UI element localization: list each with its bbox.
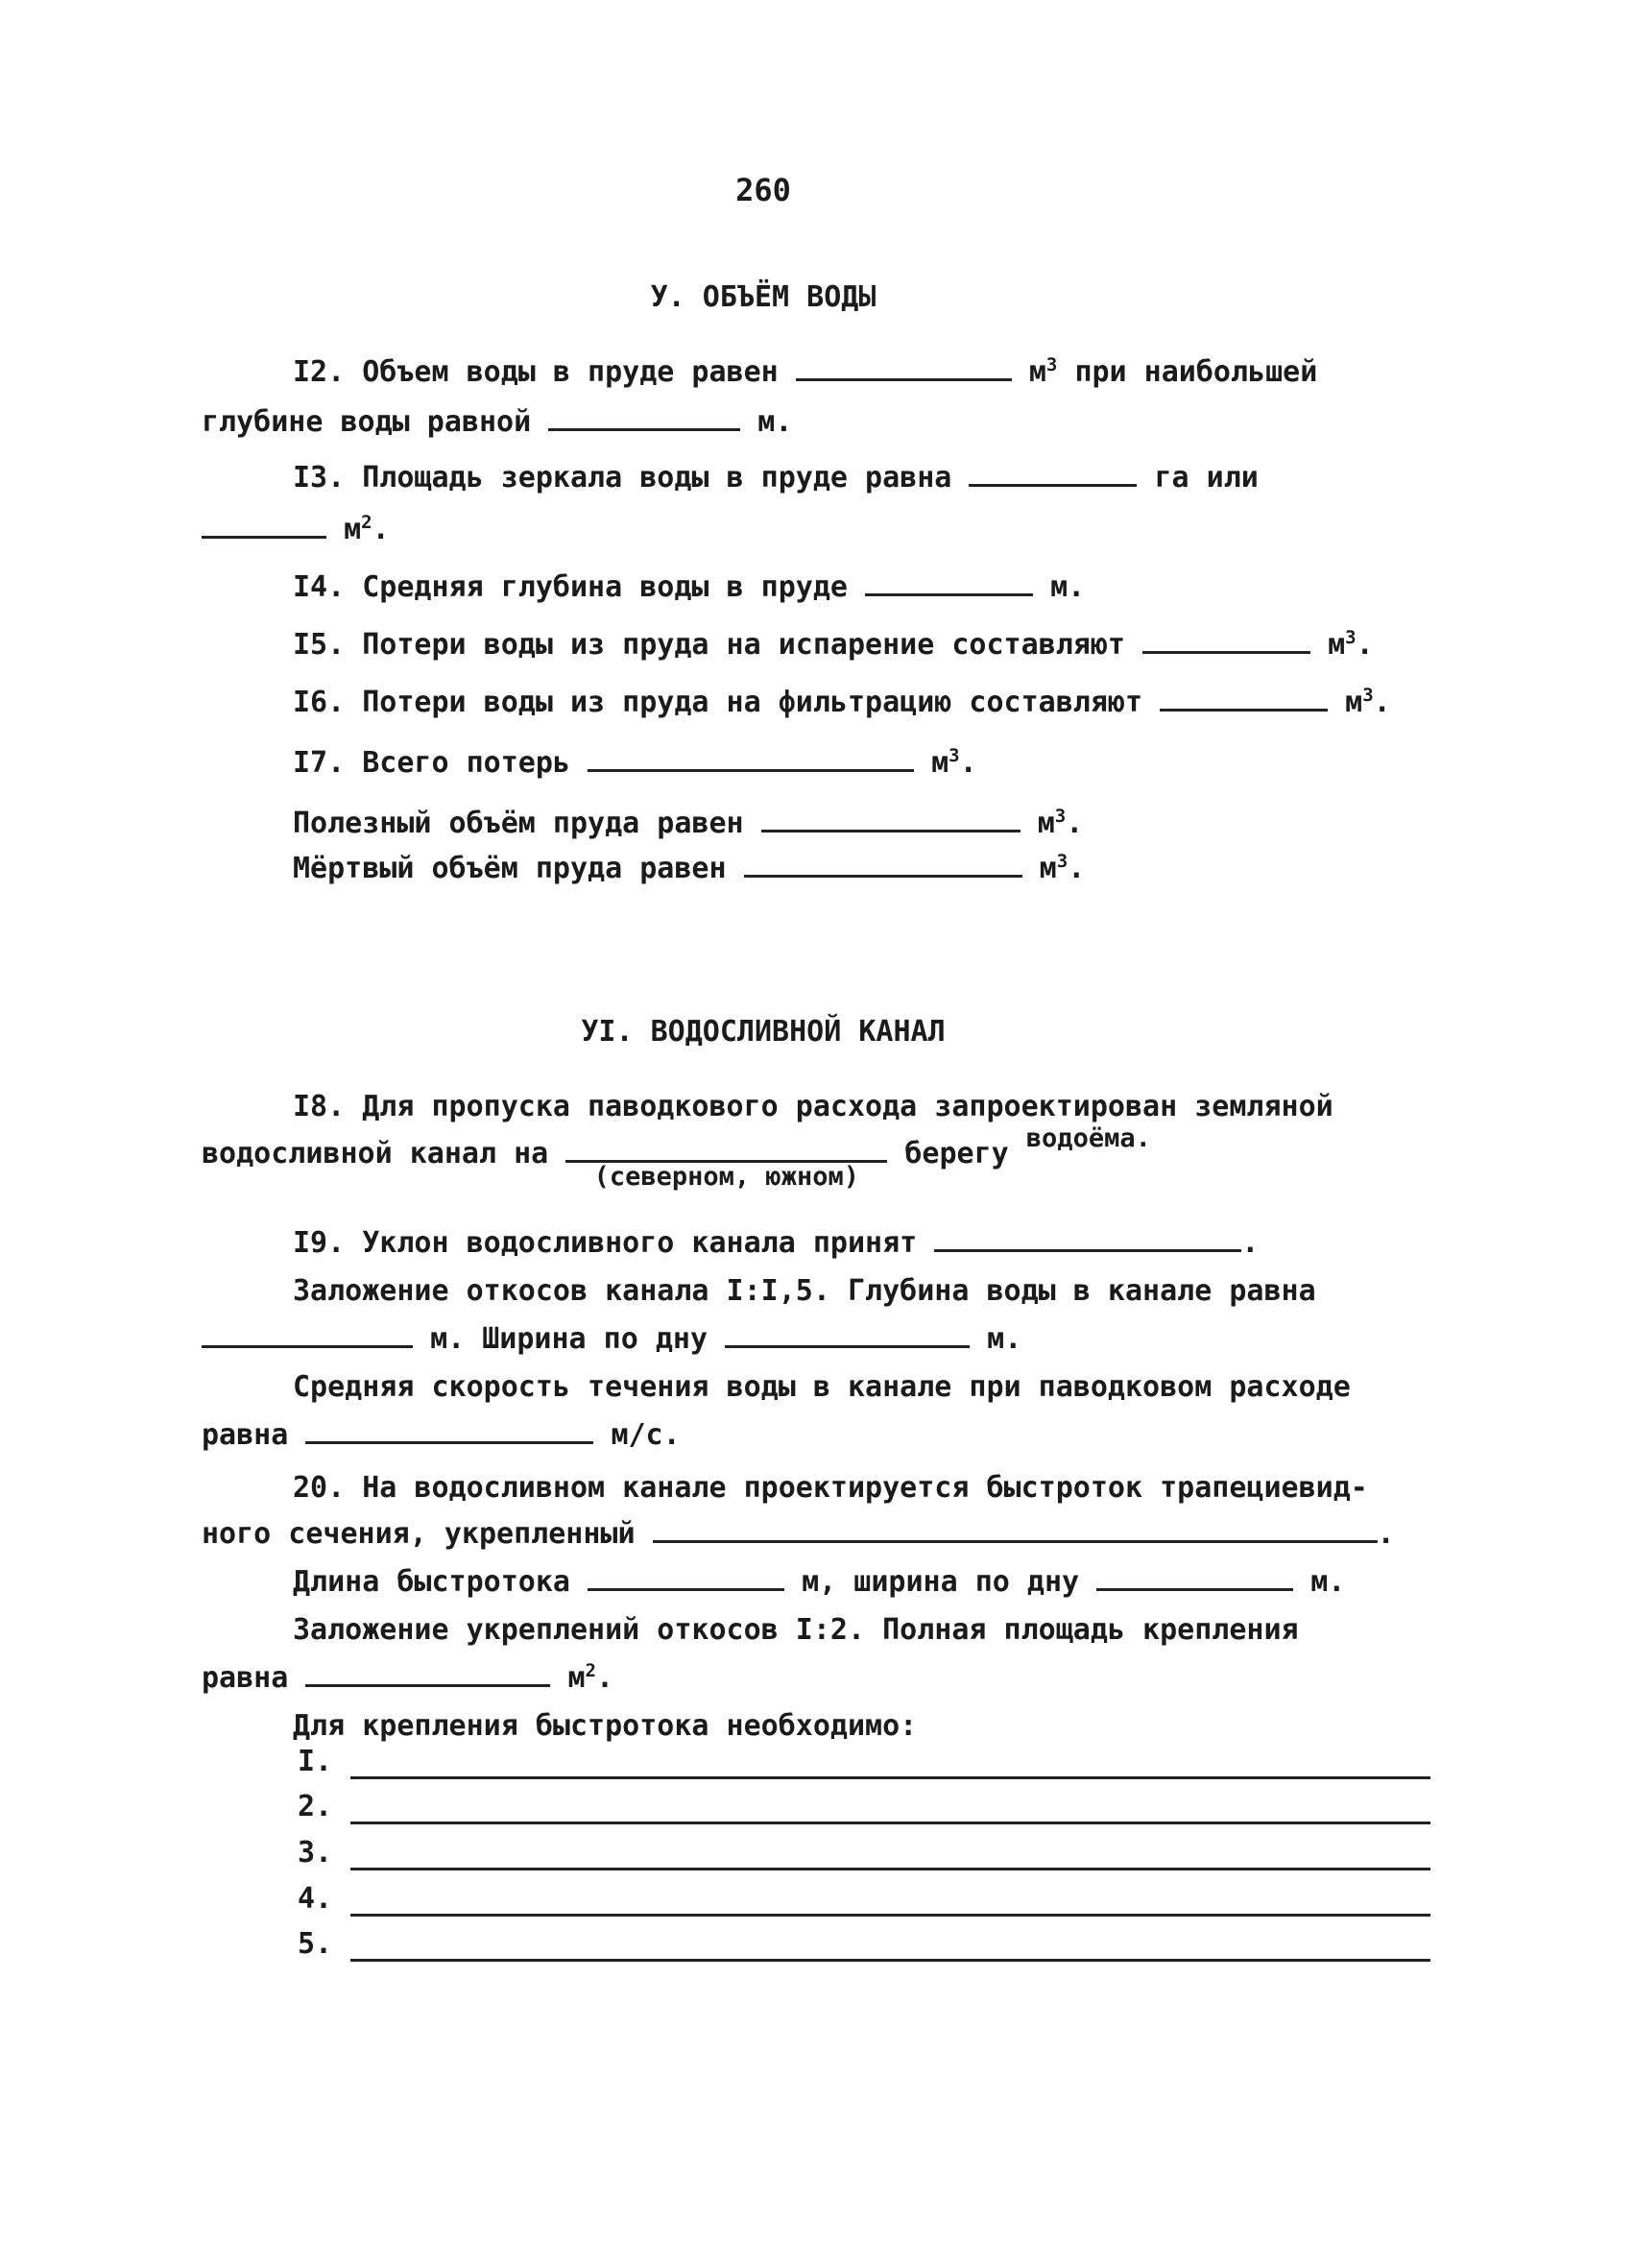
item-20-line-1: 20. На водосливном канале проектируется быстроток трапециевид- xyxy=(293,1471,1368,1505)
item-15 xyxy=(293,626,1374,664)
dot: . xyxy=(1373,686,1391,719)
canal-slope-blank[interactable] xyxy=(934,1224,1241,1252)
item-14-text: I4. Средняя глубина воды в пруде xyxy=(293,570,848,604)
superscript: 3 xyxy=(1362,685,1374,706)
useful-volume-blank[interactable] xyxy=(761,805,1021,832)
unit-text: м xyxy=(931,746,949,780)
needed-line: Для крепления быстротока необходимо: xyxy=(293,1709,918,1743)
evaporation-loss-blank[interactable] xyxy=(1142,626,1310,654)
item-12-text-c: глубине воды равной xyxy=(202,405,532,439)
filtration-loss-blank[interactable] xyxy=(1160,684,1328,712)
dot: . xyxy=(1066,807,1084,840)
fixing-area-blank[interactable] xyxy=(305,1659,550,1687)
superscript: 3 xyxy=(1056,851,1069,872)
list-item-4-label: 4. xyxy=(298,1882,333,1916)
speed-value-line xyxy=(202,1416,681,1455)
unit-text: м. xyxy=(1050,570,1086,604)
dot: . xyxy=(1068,852,1086,885)
surface-area-m2-blank[interactable] xyxy=(202,511,326,539)
list-item-4-line[interactable] xyxy=(350,1914,1430,1917)
superscript: 2 xyxy=(585,1660,596,1681)
list-item-2-line[interactable] xyxy=(350,1822,1430,1824)
superscript: 3 xyxy=(1345,627,1357,648)
useful-volume xyxy=(293,805,1083,843)
max-depth-blank[interactable] xyxy=(548,403,740,431)
total-loss-blank[interactable] xyxy=(588,744,914,772)
bank-options-caption: (северном, южном) xyxy=(593,1162,859,1192)
page-number: 260 xyxy=(735,172,791,208)
unit-text: м xyxy=(1028,355,1046,389)
list-item-3-line[interactable] xyxy=(350,1868,1430,1870)
section-5-heading: У. ОБЪЁМ ВОДЫ xyxy=(650,280,877,314)
item-14 xyxy=(293,568,1085,607)
unit-text: м xyxy=(1328,628,1346,662)
item-13-text: I3. Площадь зеркала воды в пруде равна xyxy=(293,461,952,495)
dot: . xyxy=(595,1661,614,1695)
chute-bottom-width-blank[interactable] xyxy=(1096,1563,1293,1591)
unit-text: м. xyxy=(757,405,793,439)
unit-text: м. xyxy=(1310,1565,1346,1599)
item-13-line-1 xyxy=(293,459,1259,497)
dead-volume xyxy=(293,850,1085,888)
item-18-text-d: водоёма. xyxy=(1025,1123,1151,1153)
dot: . xyxy=(372,513,390,546)
unit-text: м xyxy=(344,513,362,546)
item-13-text-b: га или xyxy=(1154,461,1259,495)
list-item-5-line[interactable] xyxy=(350,1959,1430,1962)
list-item-3-label: 3. xyxy=(298,1836,333,1870)
superscript: 3 xyxy=(1045,354,1058,375)
unit-text: м xyxy=(567,1661,586,1695)
slope-line: Заложение откосов канала I:I,5. Глубина воды в канале равна xyxy=(293,1274,1316,1308)
dot: . xyxy=(1241,1226,1260,1260)
area-text: равна xyxy=(202,1661,289,1695)
item-19 xyxy=(293,1224,1259,1263)
item-17-text: I7. Всего потерь xyxy=(293,746,570,780)
unit-text: м. xyxy=(987,1322,1022,1356)
superscript: 3 xyxy=(1054,806,1067,827)
superscript: 3 xyxy=(949,745,960,766)
list-item-1-label: I. xyxy=(298,1745,333,1778)
dot: . xyxy=(1377,1517,1395,1551)
item-12-text: I2. Объем воды в пруде равен xyxy=(293,355,779,389)
dead-volume-text: Мёртвый объём пруда равен xyxy=(293,852,727,885)
list-item-2-label: 2. xyxy=(298,1790,333,1823)
section-6-heading: УI. ВОДОСЛИВНОЙ КАНАЛ xyxy=(581,1015,946,1049)
width-text: м. Ширина по дну xyxy=(430,1322,708,1356)
bank-choice-blank[interactable] xyxy=(565,1135,887,1163)
fix-line: Заложение укреплений откосов I:2. Полная площадь крепления xyxy=(293,1613,1299,1647)
area-line xyxy=(202,1659,613,1698)
dot: . xyxy=(959,746,977,780)
dot: . xyxy=(1356,628,1374,662)
item-16-text: I6. Потери воды из пруда на фильтрацию составляют xyxy=(293,686,1143,719)
item-17 xyxy=(293,744,977,783)
unit-text: м xyxy=(1345,686,1363,719)
canal-depth-blank[interactable] xyxy=(202,1320,413,1348)
useful-volume-text: Полезный объём пруда равен xyxy=(293,807,744,840)
length-text-b: м, ширина по дну xyxy=(802,1565,1080,1599)
bank-choice[interactable] xyxy=(565,1135,887,1192)
dead-volume-blank[interactable] xyxy=(744,850,1022,878)
length-text: Длина быстротока xyxy=(293,1565,570,1599)
item-13-line-2 xyxy=(202,511,390,549)
item-12-text-b: при наибольшей xyxy=(1074,355,1318,389)
item-16 xyxy=(293,684,1391,722)
unit-text: м/с. xyxy=(611,1418,681,1452)
item-19-text: I9. Уклон водосливного канала принят xyxy=(293,1226,918,1260)
average-depth-blank[interactable] xyxy=(865,568,1033,596)
reinforcement-blank[interactable] xyxy=(653,1515,1378,1543)
length-line xyxy=(293,1563,1345,1602)
canal-bottom-width-blank[interactable] xyxy=(725,1320,970,1348)
item-18-text-b: водосливной канал на xyxy=(202,1137,549,1170)
speed-text: равна xyxy=(202,1418,289,1452)
pond-volume-blank[interactable] xyxy=(796,353,1012,381)
item-12-line-1 xyxy=(293,353,1317,392)
item-20-line-2 xyxy=(202,1515,1395,1554)
unit-text: м xyxy=(1039,852,1057,885)
superscript: 2 xyxy=(361,512,372,533)
item-12-line-2 xyxy=(202,403,792,442)
item-15-text: I5. Потери воды из пруда на испарение составляют xyxy=(293,628,1125,662)
list-item-1-line[interactable] xyxy=(350,1776,1430,1779)
unit-text: м xyxy=(1037,807,1055,840)
item-18-line-1: I8. Для пропуска паводкового расхода запроектирован земляной xyxy=(293,1090,1333,1123)
surface-area-ha-blank[interactable] xyxy=(969,459,1137,487)
chute-length-blank[interactable] xyxy=(588,1563,784,1591)
item-20-text-b: ного сечения, укрепленный xyxy=(202,1517,636,1551)
speed-line: Средняя скорость течения воды в канале при паводковом расходе xyxy=(293,1370,1351,1404)
width-line xyxy=(202,1320,1021,1359)
item-18-text-c: берегу xyxy=(904,1137,1009,1170)
flow-speed-blank[interactable] xyxy=(305,1416,593,1444)
item-18-line-2 xyxy=(202,1123,1151,1192)
list-item-5-label: 5. xyxy=(298,1927,333,1961)
